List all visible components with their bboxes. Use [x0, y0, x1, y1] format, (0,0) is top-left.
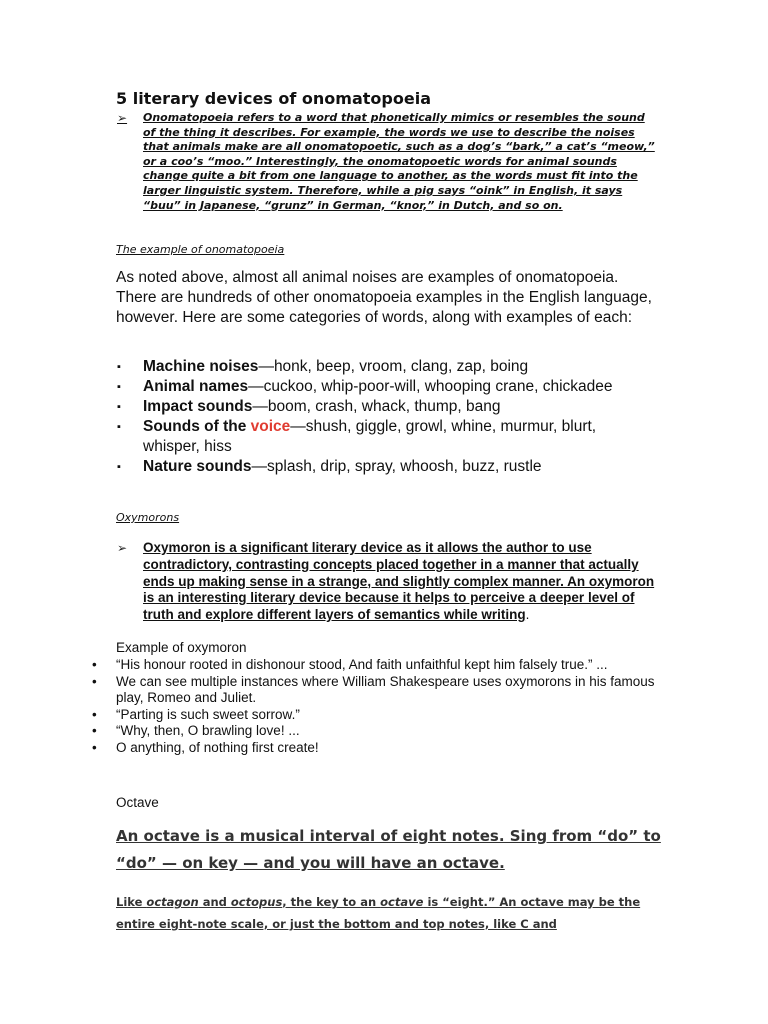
- octave-explanation: [116, 891, 676, 935]
- arrow-bullet-icon: ➢: [117, 111, 128, 125]
- list-item: [92, 707, 662, 724]
- category-examples: —boom, crash, whack, thump, bang: [252, 398, 501, 415]
- category-examples: —honk, beep, vroom, clang, zap, boing: [258, 358, 529, 375]
- voice-link[interactable]: voice: [250, 418, 291, 435]
- example-text: We can see multiple instances where William Shakespeare uses oxymorons in his famous play, Romeo and Juliet.: [116, 673, 655, 706]
- oxymoron-definition-period: .: [525, 607, 530, 623]
- octave-text-part: and: [198, 895, 231, 909]
- category-label: Machine noises: [143, 358, 259, 375]
- oxymoron-definition-text: Oxymoron is a significant literary device as it allows the author to use contradictory, contrasting concepts placed together in a manner that actually ends up making sense in a strange, and slightly complex manner. An oxymoron is an interesting literary device because it helps to perceive a deeper level of truth and explore different layers of semantics while writing: [143, 540, 655, 623]
- list-item: [116, 457, 656, 477]
- category-label: Nature sounds: [143, 458, 252, 475]
- intro-paragraph: [117, 111, 657, 213]
- example-text: O anything, of nothing first create!: [116, 739, 319, 755]
- square-bullet-icon: ▪: [117, 381, 121, 393]
- dot-bullet-icon: •: [92, 706, 97, 722]
- octave-italic-word: octave: [380, 895, 424, 909]
- page-title: 5 literary devices of onomatopoeia: [116, 89, 431, 108]
- example-text: “His honour rooted in dishonour stood, And faith unfaithful kept him falsely true.” ...: [116, 657, 608, 672]
- list-item: [92, 657, 662, 674]
- dot-bullet-icon: •: [92, 723, 97, 739]
- category-examples: —cuckoo, whip-poor-will, whooping crane, chickadee: [248, 378, 613, 395]
- octave-text-part: , the key to an: [282, 895, 381, 909]
- dot-bullet-icon: •: [92, 673, 97, 689]
- list-item: [92, 740, 662, 757]
- list-item: [92, 674, 662, 707]
- example-heading: The example of onomatopoeia: [116, 243, 285, 256]
- octave-definition: An octave is a musical interval of eight notes. Sing from “do” to “do” — on key — and you will have an octave.: [116, 827, 661, 872]
- square-bullet-icon: ▪: [117, 361, 121, 373]
- intro-text: Onomatopoeia refers to a word that phonetically mimics or resembles the sound of the thing it describes. For example, the words we use to describe the noises that animals make are all onomatopoetic, such as a dog’s “bark,” a cat’s “meow,” or a coo’s “moo.” Interestingly, the onomatopoetic words for animal sounds change quite a bit from one language to another, as the words must fit into the larger linguistic system. Therefore, while a pig says “oink” in English, it says “buu” in Japanese, “grunz” in German, “knor,” in Dutch, and so on.: [143, 111, 655, 212]
- octave-label: Octave: [116, 795, 159, 810]
- octave-text-part: is “eight.” An octave may be the entire eight-note scale, or just the bottom and top notes, like C and: [116, 895, 641, 931]
- list-item: [116, 357, 656, 377]
- oxymoron-definition: [117, 540, 657, 624]
- category-label: Impact sounds: [143, 398, 253, 415]
- list-item: [92, 723, 662, 740]
- categories-intro-paragraph: As noted above, almost all animal noises are examples of onomatopoeia. There are hundreds of other onomatopoeia examples in the English language, however. Here are some categories of words, along with examples of each:: [116, 269, 652, 326]
- square-bullet-icon: ▪: [117, 421, 121, 433]
- category-examples: —splash, drip, spray, whoosh, buzz, rustle: [251, 458, 542, 475]
- oxymoron-example-label: Example of oxymoron: [116, 640, 247, 655]
- octave-text-part: Like: [116, 895, 147, 909]
- dot-bullet-icon: •: [92, 657, 97, 672]
- example-text: “Why, then, O brawling love! ...: [116, 723, 300, 739]
- list-item: [116, 417, 656, 457]
- square-bullet-icon: ▪: [117, 401, 121, 413]
- category-label: Animal names: [143, 378, 249, 395]
- octave-italic-word: octopus: [230, 895, 283, 909]
- square-bullet-icon: ▪: [117, 461, 121, 473]
- example-text: “Parting is such sweet sorrow.”: [116, 706, 300, 722]
- oxymoron-examples-list: [92, 657, 662, 757]
- category-examples: —shush, giggle, growl, whine, murmur, blurt, whisper, hiss: [143, 418, 597, 455]
- oxymorons-heading: Oxymorons: [116, 511, 180, 524]
- octave-italic-word: octagon: [146, 895, 199, 909]
- list-item: [116, 377, 656, 397]
- dot-bullet-icon: •: [92, 739, 97, 755]
- arrow-bullet-icon: ➢: [117, 541, 128, 555]
- category-label: Sounds of the: [143, 418, 251, 435]
- list-item: [116, 397, 656, 417]
- oxymoron-definition-body: [143, 540, 657, 624]
- categories-list: [116, 357, 656, 477]
